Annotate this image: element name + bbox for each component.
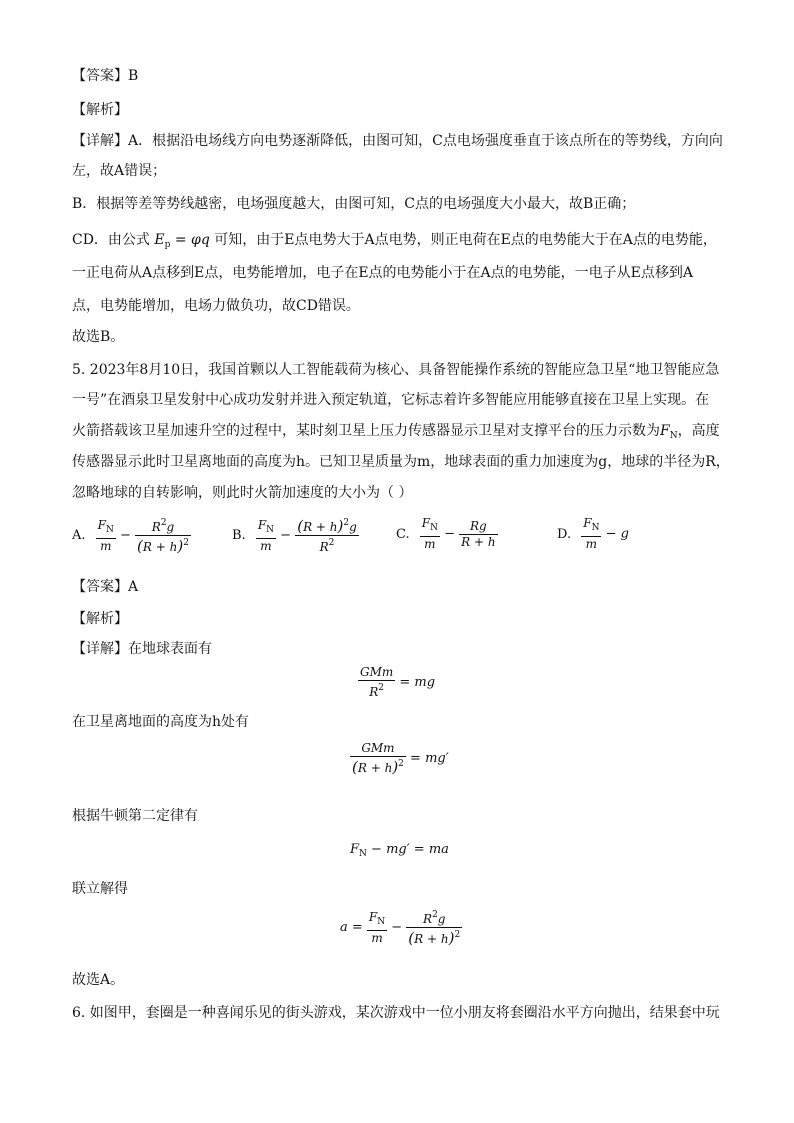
answer-line-1 [72, 66, 138, 86]
analysis-heading-2: 【解析】 [72, 611, 128, 627]
detail-1-line-6: 点，电势能增加，电场力做负功，故CD错误。 [72, 298, 360, 314]
detail-1-line-4-pre: CD．由公式 [72, 232, 150, 248]
option-d-label: D. [557, 526, 572, 542]
symbol-fn: $F_N$ [660, 423, 678, 441]
detail-1-line-1: 【详解】A．根据沿电场线方向电势逐渐降低，由图可知，C点电场强度垂直于该点所在的等势线，方向向 [72, 133, 723, 149]
detail-1-line-3: B．根据等差等势线越密，电场强度越大，由图可知，C点的电场强度大小最大，故B正确； [72, 196, 636, 212]
detail-2-line-3: 根据牛顿第二定律有 [72, 808, 198, 824]
equation-3: $F_N - mg'$ = ma [350, 842, 449, 859]
answer-value: B [128, 68, 139, 84]
question-5-line-3: 火箭搭载该卫星加速升空的过程中，某时刻卫星上压力传感器显示卫星对支撑平台的压力示数为$F_N$，高度 [72, 423, 720, 441]
answer-label: 【答案】 [72, 68, 128, 84]
detail-2-line-2: 在卫星离地面的高度为h处有 [72, 714, 250, 730]
equation-2: $\frac{\text{GMm}}{(R + h)^2}$ = mg′ [352, 741, 449, 776]
equation-1: $\frac{\text{GMm}}{R^2}$ = mg [360, 665, 436, 699]
option-a[interactable]: A. $\frac{F_N}{m}$ − $\frac{R^2g}{(R + h)^2}$ [72, 517, 189, 555]
question-5-line-2: 一号”在酒泉卫星发射中心成功发射并进入预定轨道，它标志着许多智能应用能够直接在卫星上实现。在 [72, 392, 710, 408]
analysis-heading-1: 【解析】 [72, 102, 128, 118]
answer-label-2: 【答案】 [72, 579, 128, 595]
option-b-label: B. [232, 528, 246, 543]
option-b[interactable]: B. $\frac{F_N}{m}$ − $\frac{(R + h)^2g}{R^2}$ [232, 517, 357, 554]
option-c-label: C. [396, 526, 410, 542]
detail-1-line-2: 左，故A错误； [72, 163, 167, 179]
option-a-label: A. [72, 528, 86, 543]
question-6-line-1: 6. 如图甲，套圈是一种喜闻乐见的街头游戏，某次游戏中一位小朋友将套圈沿水平方向抛出，结果套中玩 [72, 1005, 720, 1021]
option-d[interactable]: D. $\frac{F_N}{m}$ − g [557, 516, 629, 551]
option-c[interactable]: C. $\frac{F_N}{m}$ − $\frac{Rg}{R + h}$ [396, 516, 496, 551]
question-5-line-5: 忽略地球的自转影响，则此时火箭加速度的大小为（ ） [72, 485, 413, 501]
detail-1-line-4 [72, 230, 717, 255]
conclusion-2: 故选A。 [72, 972, 125, 988]
detail-1-line-4-post: 可知，由于E点电势大于A点电势，则正电荷在E点的电势能大于在A点的电势能， [214, 232, 717, 248]
formula-ep: $E_p = \varphi q$ [154, 232, 210, 250]
question-5-line-4: 传感器显示此时卫星离地面的高度为h。已知卫星质量为m，地球表面的重力加速度为g，地球的半径为R， [72, 454, 730, 470]
answer-line-2 [72, 577, 138, 597]
detail-2-line-4: 联立解得 [72, 881, 128, 897]
question-5-line-1: 5. 2023年8月10日，我国首颗以人工智能载荷为核心、具备智能操作系统的智能应急卫星“地卫智能应急 [72, 362, 720, 378]
equation-4: a = $\frac{F_N}{m}$ − $\frac{R^2g}{(R + h)^2}$ [340, 909, 461, 947]
detail-2-line-1: 【详解】在地球表面有 [72, 641, 212, 657]
answer-value-2: A [128, 579, 139, 595]
detail-1-line-5: 一正电荷从A点移到E点，电势能增加，电子在E点的电势能小于在A点的电势能，一电子从E点移到A [72, 265, 693, 281]
conclusion-1: 故选B。 [72, 329, 125, 345]
